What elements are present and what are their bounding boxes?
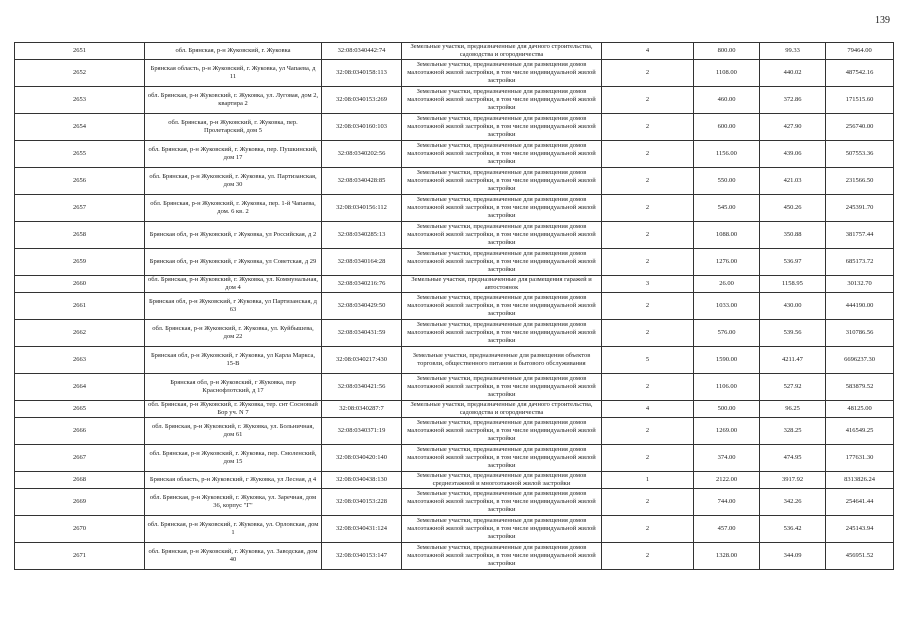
cadastral-value-cell: 245143.94 (826, 516, 894, 543)
land-use-cell: Земельные участки, предназначенные для дачного строительства, садоводства и огородничества (402, 401, 602, 418)
cadastral-number-cell: 32:08:0340287:7 (322, 401, 402, 418)
cadastral-value-cell: 177631.30 (826, 445, 894, 472)
row-number-cell: 2651 (15, 43, 145, 60)
table-row (15, 276, 894, 293)
land-use-cell: Земельные участки, предназначенные для размещения домов малоэтажной жилой застройки, в том числе индивидуальной жилой застройки (402, 320, 602, 347)
table-body (15, 43, 894, 570)
land-use-cell: Земельные участки, предназначенные для размещения домов малоэтажной жилой застройки, в том числе индивидуальной жилой застройки (402, 222, 602, 249)
cadastral-number-cell: 32:08:0340160:103 (322, 114, 402, 141)
group-cell: 2 (602, 222, 694, 249)
cadastral-number-cell: 32:08:0340421:56 (322, 374, 402, 401)
page-number: 139 (875, 15, 890, 26)
group-cell: 2 (602, 489, 694, 516)
area-cell: 1088.00 (694, 222, 760, 249)
land-use-cell: Земельные участки, предназначенные для размещения домов малоэтажной жилой застройки, в том числе индивидуальной жилой застройки (402, 418, 602, 445)
cadastral-number-cell: 32:08:0340217:430 (322, 347, 402, 374)
group-cell: 2 (602, 249, 694, 276)
area-cell: 744.00 (694, 489, 760, 516)
cadastral-number-cell: 32:08:0340158:113 (322, 60, 402, 87)
rate-cell: 536.42 (760, 516, 826, 543)
row-number-cell: 2657 (15, 195, 145, 222)
row-number-cell: 2654 (15, 114, 145, 141)
table-row (15, 401, 894, 418)
area-cell: 457.00 (694, 516, 760, 543)
cadastral-number-cell: 32:08:0340420:140 (322, 445, 402, 472)
table-row (15, 60, 894, 87)
area-cell: 460.00 (694, 87, 760, 114)
cadastral-value-cell: 6696237.30 (826, 347, 894, 374)
address-cell: обл. Брянская, р-н Жуковский, г. Жуковка (145, 43, 322, 60)
land-use-cell: Земельные участки, предназначенные для размещения домов среднеэтажной и многоэтажной жилой застройки (402, 472, 602, 489)
cadastral-number-cell: 32:08:0340429:50 (322, 293, 402, 320)
address-cell: обл. Брянская, р-н Жуковский, г. Жуковка, ул. Орловская, дом 1 (145, 516, 322, 543)
group-cell: 2 (602, 320, 694, 347)
address-cell: обл. Брянская, р-н Жуковский, г. Жуковка, ул. Заречная, дом 36, корпус "Г" (145, 489, 322, 516)
cadastral-value-cell: 30132.70 (826, 276, 894, 293)
cadastral-value-cell: 444190.00 (826, 293, 894, 320)
row-number-cell: 2669 (15, 489, 145, 516)
group-cell: 2 (602, 293, 694, 320)
rate-cell: 527.92 (760, 374, 826, 401)
area-cell: 1033.00 (694, 293, 760, 320)
group-cell: 1 (602, 472, 694, 489)
rate-cell: 421.03 (760, 168, 826, 195)
cadastral-value-cell: 456951.52 (826, 543, 894, 570)
row-number-cell: 2655 (15, 141, 145, 168)
area-cell: 374.00 (694, 445, 760, 472)
row-number-cell: 2668 (15, 472, 145, 489)
land-use-cell: Земельные участки, предназначенные для размещения домов малоэтажной жилой застройки, в том числе индивидуальной жилой застройки (402, 168, 602, 195)
rate-cell: 450.26 (760, 195, 826, 222)
address-cell: Брянская обл, р-н Жуковский, г Жуковка, ул Советская, д 29 (145, 249, 322, 276)
address-cell: обл. Брянская, р-н Жуковский, г. Жуковка, тер. снт Сосновый Бор уч. N 7 (145, 401, 322, 418)
cadastral-number-cell: 32:08:0340285:13 (322, 222, 402, 249)
group-cell: 2 (602, 141, 694, 168)
table-row (15, 445, 894, 472)
group-cell: 2 (602, 114, 694, 141)
row-number-cell: 2663 (15, 347, 145, 374)
table-row (15, 516, 894, 543)
cadastral-number-cell: 32:08:0340202:56 (322, 141, 402, 168)
rate-cell: 427.90 (760, 114, 826, 141)
land-use-cell: Земельные участки, предназначенные для размещения домов малоэтажной жилой застройки, в том числе индивидуальной жилой застройки (402, 516, 602, 543)
area-cell: 1156.00 (694, 141, 760, 168)
address-cell: обл. Брянская, р-н Жуковский, г. Жуковка, пер. Смоленский, дом 15 (145, 445, 322, 472)
rate-cell: 439.06 (760, 141, 826, 168)
land-use-cell: Земельные участки, предназначенные для размещения домов малоэтажной жилой застройки, в том числе индивидуальной жилой застройки (402, 293, 602, 320)
row-number-cell: 2652 (15, 60, 145, 87)
land-use-cell: Земельные участки, предназначенные для размещения домов малоэтажной жилой застройки, в том числе индивидуальной жилой застройки (402, 114, 602, 141)
address-cell: обл. Брянская, р-н Жуковский, г. Жуковка, пер. Пушкинский, дом 17 (145, 141, 322, 168)
group-cell: 4 (602, 43, 694, 60)
table-row (15, 222, 894, 249)
address-cell: обл. Брянская, р-н Жуковский, г. Жуковка, пер. 1-й Чапаева, дом. 6 кв. 2 (145, 195, 322, 222)
cadastral-number-cell: 32:08:0340428:85 (322, 168, 402, 195)
land-use-cell: Земельные участки, предназначенные для размещения домов малоэтажной жилой застройки, в том числе индивидуальной жилой застройки (402, 87, 602, 114)
table-row (15, 472, 894, 489)
cadastral-value-cell: 381757.44 (826, 222, 894, 249)
group-cell: 4 (602, 401, 694, 418)
cadastral-value-cell: 310786.56 (826, 320, 894, 347)
land-use-cell: Земельные участки, предназначенные для размещения домов малоэтажной жилой застройки, в том числе индивидуальной жилой застройки (402, 543, 602, 570)
cadastral-value-cell: 416549.25 (826, 418, 894, 445)
group-cell: 2 (602, 168, 694, 195)
cadastral-value-cell: 79464.00 (826, 43, 894, 60)
land-use-cell: Земельные участки, предназначенные для размещения домов малоэтажной жилой застройки, в том числе индивидуальной жилой застройки (402, 374, 602, 401)
land-use-cell: Земельные участки, предназначенные для размещения домов малоэтажной жилой застройки, в том числе индивидуальной жилой застройки (402, 195, 602, 222)
cadastral-number-cell: 32:08:0340153:269 (322, 87, 402, 114)
rate-cell: 342.26 (760, 489, 826, 516)
table-row (15, 43, 894, 60)
row-number-cell: 2660 (15, 276, 145, 293)
area-cell: 1590.00 (694, 347, 760, 374)
rate-cell: 440.02 (760, 60, 826, 87)
row-number-cell: 2667 (15, 445, 145, 472)
rate-cell: 99.33 (760, 43, 826, 60)
address-cell: Брянская область, р-н Жуковский, г Жуковка, ул Лесная, д 4 (145, 472, 322, 489)
land-use-cell: Земельные участки, предназначенные для размещения домов малоэтажной жилой застройки, в том числе индивидуальной жилой застройки (402, 445, 602, 472)
address-cell: обл. Брянская, р-н Жуковский, г. Жуковка, ул. Заводская, дом 40 (145, 543, 322, 570)
row-number-cell: 2671 (15, 543, 145, 570)
group-cell: 3 (602, 276, 694, 293)
area-cell: 26.00 (694, 276, 760, 293)
address-cell: Брянская область, р-н Жуковский, г. Жуковка, ул Чапаева, д 11 (145, 60, 322, 87)
area-cell: 1106.00 (694, 374, 760, 401)
address-cell: Брянская обл, р-н Жуковский, г Жуковка, пер Краснофлотский, д 17 (145, 374, 322, 401)
cadastral-number-cell: 32:08:0340153:147 (322, 543, 402, 570)
land-use-cell: Земельные участки, предназначенные для размещения домов малоэтажной жилой застройки, в том числе индивидуальной жилой застройки (402, 141, 602, 168)
area-cell: 800.00 (694, 43, 760, 60)
cadastral-value-cell: 8313826.24 (826, 472, 894, 489)
table-row (15, 543, 894, 570)
rate-cell: 372.86 (760, 87, 826, 114)
row-number-cell: 2661 (15, 293, 145, 320)
land-use-cell: Земельные участки, предназначенные для размещения гаражей и автостоянок (402, 276, 602, 293)
rate-cell: 430.00 (760, 293, 826, 320)
rate-cell: 4211.47 (760, 347, 826, 374)
table-row (15, 87, 894, 114)
rate-cell: 328.25 (760, 418, 826, 445)
cadastral-number-cell: 32:08:0340431:59 (322, 320, 402, 347)
table-row (15, 320, 894, 347)
cadastral-value-cell: 245391.70 (826, 195, 894, 222)
cadastral-value-cell: 583879.52 (826, 374, 894, 401)
group-cell: 2 (602, 87, 694, 114)
table-row (15, 141, 894, 168)
cadastral-value-cell: 171515.60 (826, 87, 894, 114)
cadastral-value-cell: 487542.16 (826, 60, 894, 87)
area-cell: 1269.00 (694, 418, 760, 445)
address-cell: обл. Брянская, р-н Жуковский, г. Жуковка, пер. Пролетарский, дом 5 (145, 114, 322, 141)
row-number-cell: 2664 (15, 374, 145, 401)
cadastral-number-cell: 32:08:0340442:74 (322, 43, 402, 60)
cadastral-value-cell: 231566.50 (826, 168, 894, 195)
table-row (15, 347, 894, 374)
cadastral-number-cell: 32:08:0340216:76 (322, 276, 402, 293)
table-row (15, 489, 894, 516)
area-cell: 576.00 (694, 320, 760, 347)
address-cell: обл. Брянская, р-н Жуковский, г. Жуковка, ул. Больничная, дом 61 (145, 418, 322, 445)
area-cell: 545.00 (694, 195, 760, 222)
land-use-cell: Земельные участки, предназначенные для размещения объектов торговли, общественного питания и бытового обслуживания (402, 347, 602, 374)
group-cell: 2 (602, 374, 694, 401)
cadastral-number-cell: 32:08:0340164:28 (322, 249, 402, 276)
rate-cell: 3917.92 (760, 472, 826, 489)
table-row (15, 374, 894, 401)
group-cell: 5 (602, 347, 694, 374)
land-use-cell: Земельные участки, предназначенные для дачного строительства, садоводства и огородничества (402, 43, 602, 60)
address-cell: обл. Брянская, р-н Жуковский, г. Жуковка, ул. Коммунальная, дом 4 (145, 276, 322, 293)
row-number-cell: 2662 (15, 320, 145, 347)
cadastral-value-cell: 48125.00 (826, 401, 894, 418)
cadastral-number-cell: 32:08:0340438:130 (322, 472, 402, 489)
address-cell: обл. Брянская, р-н Жуковский, г. Жуковка, ул. Куйбышева, дом 22 (145, 320, 322, 347)
table-row (15, 114, 894, 141)
cadastral-number-cell: 32:08:0340156:112 (322, 195, 402, 222)
cadastral-value-cell: 254641.44 (826, 489, 894, 516)
table-row (15, 168, 894, 195)
row-number-cell: 2656 (15, 168, 145, 195)
table-row (15, 249, 894, 276)
row-number-cell: 2670 (15, 516, 145, 543)
table-row (15, 418, 894, 445)
row-number-cell: 2659 (15, 249, 145, 276)
area-cell: 550.00 (694, 168, 760, 195)
group-cell: 2 (602, 418, 694, 445)
area-cell: 1108.00 (694, 60, 760, 87)
row-number-cell: 2658 (15, 222, 145, 249)
rate-cell: 539.56 (760, 320, 826, 347)
address-cell: обл. Брянская, р-н Жуковский, г. Жуковка, ул. Луговая, дом 2, квартира 2 (145, 87, 322, 114)
land-use-cell: Земельные участки, предназначенные для размещения домов малоэтажной жилой застройки, в том числе индивидуальной жилой застройки (402, 489, 602, 516)
table-row (15, 195, 894, 222)
address-cell: Брянская обл, р-н Жуковский, г Жуковка, ул Партизанская, д 63 (145, 293, 322, 320)
area-cell: 2122.00 (694, 472, 760, 489)
address-cell: обл. Брянская, р-н Жуковский, г. Жуковка, ул. Партизанская, дом 30 (145, 168, 322, 195)
group-cell: 2 (602, 516, 694, 543)
area-cell: 1276.00 (694, 249, 760, 276)
rate-cell: 474.95 (760, 445, 826, 472)
land-plot-table (14, 42, 894, 570)
address-cell: Брянская обл, р-н Жуковский, г Жуковка, ул Российская, д 2 (145, 222, 322, 249)
rate-cell: 1158.95 (760, 276, 826, 293)
table-row (15, 293, 894, 320)
land-use-cell: Земельные участки, предназначенные для размещения домов малоэтажной жилой застройки, в том числе индивидуальной жилой застройки (402, 60, 602, 87)
group-cell: 2 (602, 60, 694, 87)
group-cell: 2 (602, 543, 694, 570)
group-cell: 2 (602, 445, 694, 472)
cadastral-value-cell: 256740.00 (826, 114, 894, 141)
row-number-cell: 2665 (15, 401, 145, 418)
row-number-cell: 2666 (15, 418, 145, 445)
land-use-cell: Земельные участки, предназначенные для размещения домов малоэтажной жилой застройки, в том числе индивидуальной жилой застройки (402, 249, 602, 276)
cadastral-value-cell: 507553.36 (826, 141, 894, 168)
rate-cell: 344.09 (760, 543, 826, 570)
area-cell: 1328.00 (694, 543, 760, 570)
cadastral-number-cell: 32:08:0340371:19 (322, 418, 402, 445)
rate-cell: 350.88 (760, 222, 826, 249)
rate-cell: 96.25 (760, 401, 826, 418)
cadastral-number-cell: 32:08:0340431:124 (322, 516, 402, 543)
rate-cell: 536.97 (760, 249, 826, 276)
area-cell: 500.00 (694, 401, 760, 418)
cadastral-number-cell: 32:08:0340153:228 (322, 489, 402, 516)
area-cell: 600.00 (694, 114, 760, 141)
cadastral-value-cell: 685173.72 (826, 249, 894, 276)
row-number-cell: 2653 (15, 87, 145, 114)
address-cell: Брянская обл, р-н Жуковский, г Жуковка, ул Карла Маркса, 15-В (145, 347, 322, 374)
group-cell: 2 (602, 195, 694, 222)
